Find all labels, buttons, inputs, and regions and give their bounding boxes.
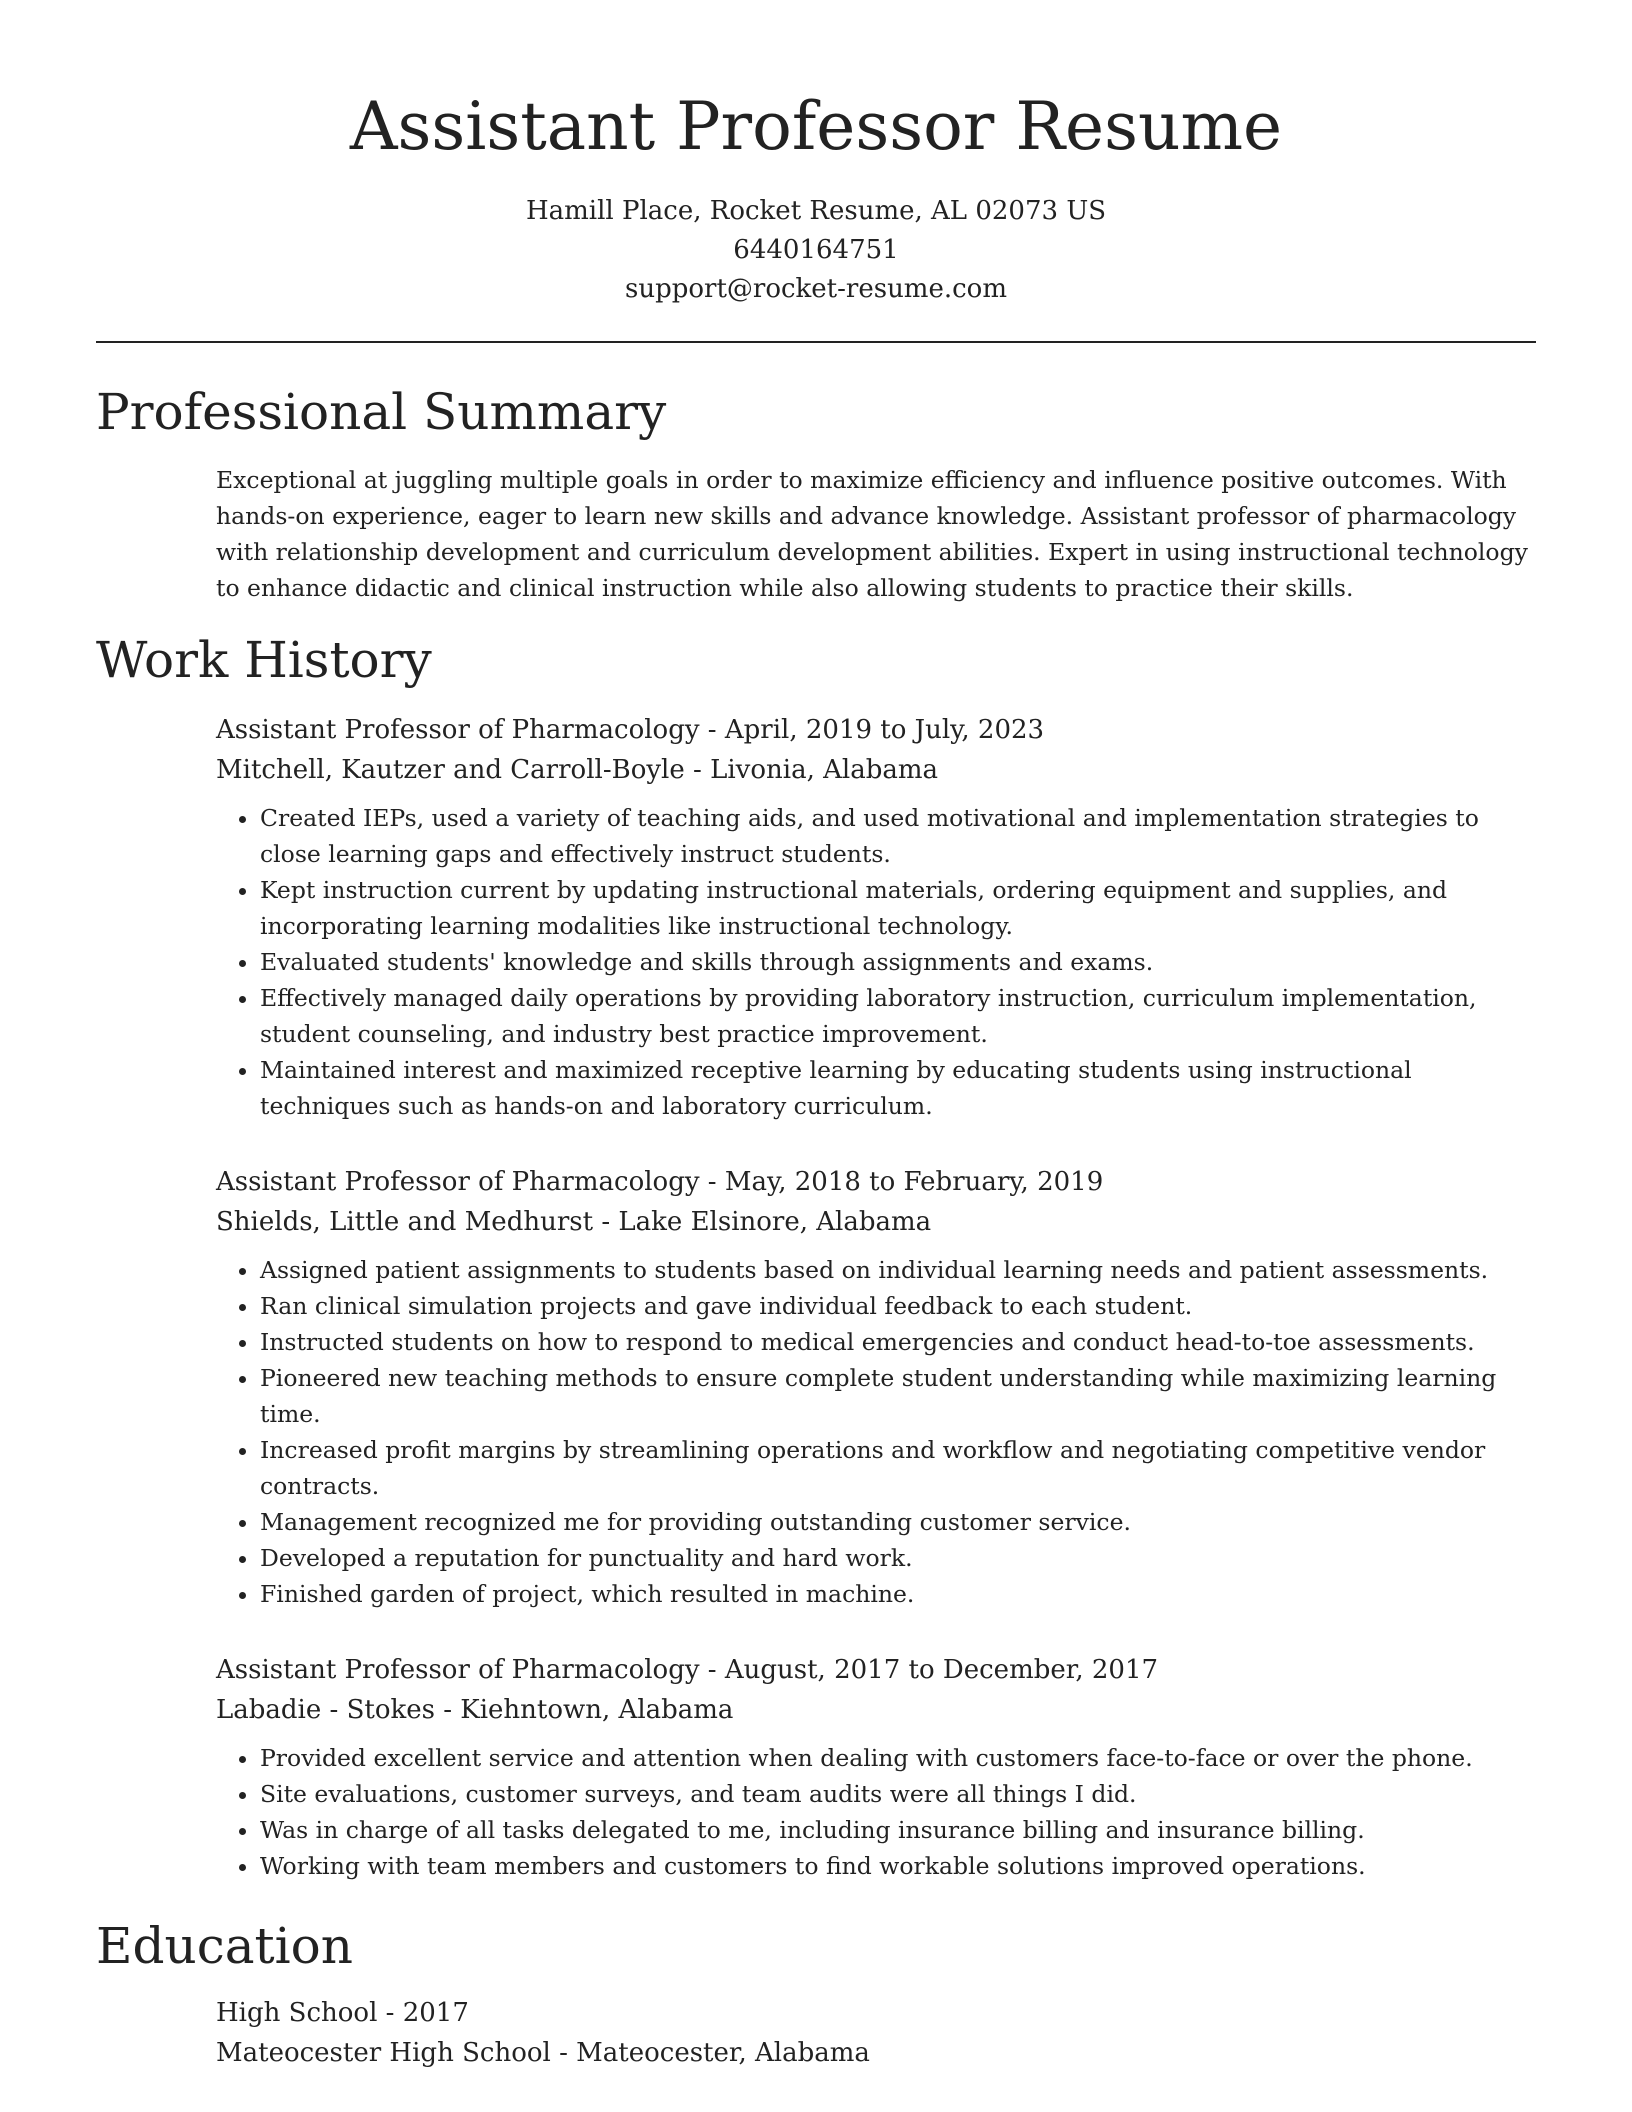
- separator: -: [550, 2038, 577, 2068]
- separator: -: [434, 1695, 461, 1725]
- job-company: Mitchell, Kautzer and Carroll-Boyle: [216, 755, 685, 785]
- summary-text: Exceptional at juggling multiple goals in order to maximize efficiency and influence positive outcomes. With hands-on experience, eager to learn new skills and advance knowledge. Assistant professor of pharmacology with relationship development and curriculum development abilities. Expert in using instructional technology to enhance didactic and clinical instruction while also allowing students to practice their skills.: [216, 466, 1528, 602]
- list-item: • Provided excellent service and attention when dealing with customers face-to-face or over the phone.: [260, 1740, 1536, 1776]
- job-bullets: [216, 800, 1536, 1124]
- education-entry: [216, 1993, 1536, 2073]
- list-item: • Site evaluations, customer surveys, and team audits were all things I did.: [260, 1776, 1536, 1812]
- education-school-line: [216, 2033, 1536, 2073]
- job-location: Kiehntown, Alabama: [460, 1695, 734, 1725]
- education-degree: High School: [216, 1998, 378, 2028]
- job-entry: [216, 710, 1536, 1124]
- list-item: • Finished garden of project, which resulted in machine.: [260, 1576, 1536, 1612]
- separator: -: [699, 1167, 725, 1197]
- list-item: • Increased profit margins by streamlining operations and workflow and negotiating competitive vendor contracts.: [260, 1432, 1536, 1504]
- header-divider: [96, 341, 1536, 343]
- education-location: Mateocester, Alabama: [576, 2038, 870, 2068]
- list-item: • Effectively managed daily operations by providing laboratory instruction, curriculum implementation, student counseling, and industry best practice improvement.: [260, 980, 1536, 1052]
- education-degree-line: [216, 1993, 1536, 2033]
- job-company: Labadie - Stokes: [216, 1695, 435, 1725]
- job-dates: May, 2018 to February, 2019: [724, 1167, 1104, 1197]
- job-title-line: [216, 1162, 1536, 1202]
- resume-title: Assistant Professor Resume: [349, 88, 1283, 165]
- job-dates: August, 2017 to December, 2017: [724, 1655, 1159, 1685]
- contact-phone: 6440164751: [733, 235, 899, 265]
- list-item: • Was in charge of all tasks delegated to me, including insurance billing and insurance billing.: [260, 1812, 1536, 1848]
- job-entry: [216, 1162, 1536, 1612]
- job-location: Livonia, Alabama: [710, 755, 938, 785]
- separator: -: [699, 1655, 725, 1685]
- job-title-line: [216, 710, 1536, 750]
- list-item: • Developed a reputation for punctuality and hard work.: [260, 1540, 1536, 1576]
- list-item: • Pioneered new teaching methods to ensure complete student understanding while maximizing learning time.: [260, 1360, 1536, 1432]
- education-school: Mateocester High School: [216, 2038, 551, 2068]
- job-bullets: [216, 1252, 1536, 1612]
- education-heading: Education: [96, 1917, 353, 1975]
- work-history-heading: Work History: [96, 631, 432, 689]
- job-company-line: [216, 1202, 1536, 1242]
- separator: -: [684, 755, 711, 785]
- job-company: Shields, Little and Medhurst: [216, 1207, 594, 1237]
- separator: -: [593, 1207, 619, 1237]
- job-bullets: [216, 1740, 1536, 1884]
- job-title: Assistant Professor of Pharmacology: [216, 1167, 700, 1197]
- summary-heading: Professional Summary: [96, 383, 667, 441]
- contact-email: support@rocket-resume.com: [624, 274, 1007, 304]
- list-item: • Management recognized me for providing outstanding customer service.: [260, 1504, 1536, 1540]
- job-entry: [216, 1650, 1536, 1884]
- separator: -: [699, 715, 725, 745]
- education-year: 2017: [402, 1998, 469, 2028]
- job-company-line: [216, 750, 1536, 790]
- list-item: • Created IEPs, used a variety of teaching aids, and used motivational and implementation strategies to close learning gaps and effectively instruct students.: [260, 800, 1536, 872]
- list-item: • Maintained interest and maximized receptive learning by educating students using instructional techniques such as hands-on and laboratory curriculum.: [260, 1052, 1536, 1124]
- list-item: • Working with team members and customers to find workable solutions improved operations.: [260, 1848, 1536, 1884]
- job-dates: April, 2019 to July, 2023: [724, 715, 1045, 745]
- list-item: • Evaluated students' knowledge and skills through assignments and exams.: [260, 944, 1536, 980]
- separator: -: [377, 1998, 403, 2028]
- contact-address: Hamill Place, Rocket Resume, AL 02073 US: [525, 196, 1107, 226]
- resume-header: [96, 84, 1536, 309]
- job-company-line: [216, 1690, 1536, 1730]
- job-title: Assistant Professor of Pharmacology: [216, 715, 700, 745]
- list-item: • Assigned patient assignments to students based on individual learning needs and patient assessments.: [260, 1252, 1536, 1288]
- job-title: Assistant Professor of Pharmacology: [216, 1655, 700, 1685]
- job-location: Lake Elsinore, Alabama: [618, 1207, 932, 1237]
- job-title-line: [216, 1650, 1536, 1690]
- list-item: • Ran clinical simulation projects and gave individual feedback to each student.: [260, 1288, 1536, 1324]
- list-item: • Kept instruction current by updating instructional materials, ordering equipment and supplies, and incorporating learning modalities like instructional technology.: [260, 872, 1536, 944]
- contact-info: [96, 192, 1536, 309]
- list-item: • Instructed students on how to respond to medical emergencies and conduct head-to-toe assessments.: [260, 1324, 1536, 1360]
